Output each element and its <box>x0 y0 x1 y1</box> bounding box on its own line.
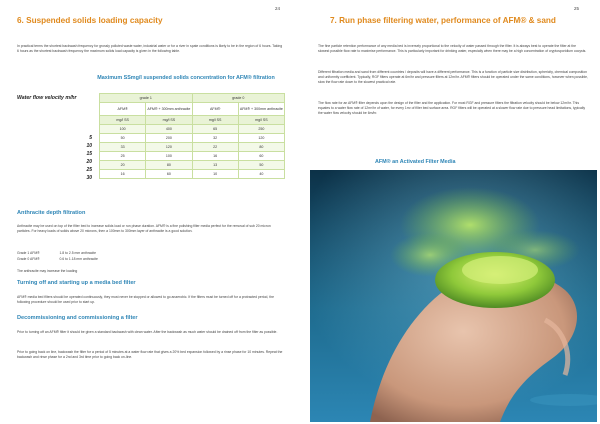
table-cell: 33 <box>100 143 146 152</box>
anthracite-grade-0: Grade 0 AFM® 0.6 to 1.18 mm anthracite <box>17 257 98 261</box>
table-cell: 20 <box>100 161 146 170</box>
table-cell: 60 <box>238 152 284 161</box>
table-cell: 40 <box>238 170 284 179</box>
table-cell: 16 <box>100 170 146 179</box>
table-row <box>100 143 285 152</box>
velocity-value: 5 <box>89 135 92 141</box>
table-cell: 13 <box>192 161 238 170</box>
page-number-right: 25 <box>574 6 580 11</box>
table-row <box>100 134 285 143</box>
page-number-left: 24 <box>275 6 281 11</box>
table-cell: 25 <box>100 152 146 161</box>
photo-caption: AFM® an Activated Filter Media <box>375 159 456 165</box>
table-cell: 80 <box>238 143 284 152</box>
table-cell: 65 <box>192 125 238 134</box>
table-unit-row <box>100 116 285 125</box>
table-group-row <box>100 94 285 103</box>
startup-text: AFM® media bed filters should be operated continuously, they must never be stopped or allowed to go anaerobic. If the filters must be turned off for a protracted period, the following procedure should be used prior to start up. <box>17 295 275 305</box>
table-cell: 22 <box>192 143 238 152</box>
table-cell: 80 <box>146 161 192 170</box>
velocity-value: 30 <box>86 175 92 181</box>
section-6-heading: 6. Suspended solids loading capacity <box>17 16 163 25</box>
table-row <box>100 161 285 170</box>
table-cell: 100 <box>146 152 192 161</box>
group-grade-0: grade 0 <box>192 94 285 103</box>
media-highlight <box>462 256 538 284</box>
table-cell: 120 <box>238 134 284 143</box>
decommission-heading: Decommissioning and commissioning a filter <box>17 315 138 321</box>
unit-cell: mg/l SS <box>192 116 238 125</box>
table-cell: 200 <box>146 134 192 143</box>
table-cell: 16 <box>192 152 238 161</box>
table-cell: 10 <box>192 170 238 179</box>
startup-heading: Turning off and starting up a media bed filter <box>17 280 136 286</box>
anthracite-grade-1: Grade 1 AFM® 1.8 to 2.5 mm anthracite <box>17 251 97 255</box>
unit-cell: mg/l SS <box>146 116 192 125</box>
unit-cell: mg/l SS <box>238 116 284 125</box>
unit-cell: mg/l SS <box>100 116 146 125</box>
anthracite-text: Anthracite may be used on top of the filter bed to increase solids load or run phase duration. AFM® is a fine polishing filter media perfect for the removal of sub 20 micron particles. For heavy loads of solids above 20 microns, then a 100mm to 300mm layer of anthracite is a good solution. <box>17 224 271 234</box>
table-cell: 32 <box>192 134 238 143</box>
section-7-paragraph-1: The fine particle retention performance of any media bed is inversely proportional to the velocity of water passed through the filter. It is always best to operate the filter at the slowest possible flow rate to maximise performance. This is particularly important for drinking water, especially when there may be a high concentration of cryptosporidium oocysts. <box>318 44 587 54</box>
table-header-row <box>100 103 285 116</box>
afm-media-hand-photo <box>310 170 597 422</box>
table-cell: 120 <box>146 143 192 152</box>
anthracite-note: The anthracite may increase the loading <box>17 269 78 273</box>
anthracite-heading: Anthracite depth filtration <box>17 210 86 216</box>
section-7-paragraph-2: Different filtration media and sand from different countries / deposits will have a different performance. This is a function of particle size distribution, sphericity, chemical composition and uniformity coefficient. Typically, RGF filters operate at 6m/hr and pressure filters at 12m/hr. AFM® filters should be operated under the same conditions, however when possible, slow the flow rate down to the slowest practical rate. <box>318 70 588 85</box>
column-header: AFM® + 300mm anthracite <box>238 103 284 116</box>
flow-velocity-values <box>80 134 92 182</box>
velocity-value: 20 <box>86 159 92 165</box>
table-cell: 50 <box>100 134 146 143</box>
table-cell: 60 <box>146 170 192 179</box>
section-7-heading: 7. Run phase filtering water, performance of AFM® & sand <box>330 16 556 25</box>
table-row <box>100 170 285 179</box>
column-header: AFM® <box>192 103 238 116</box>
velocity-value: 25 <box>86 167 92 173</box>
group-grade-1: grade 1 <box>100 94 193 103</box>
section-6-intro: In practical terms the shortest backwash frequency for grossly polluted waste water, industrial water or for a river in spate conditions is likely to be in the region of 6 hours. Taking 6 hours as the shortest backwash frequency the maximum solids load capacity is given in the following table. <box>17 44 283 54</box>
table-cell: 100 <box>100 125 146 134</box>
flow-velocity-label: Water flow velocity m/hr <box>17 95 77 101</box>
section-7-paragraph-3: The flow rate for an AFM® filter depends upon the design of the filter and the application. For most RGF and pressure filters the filtration velocity should be below 12m/hr. This equates to a water flow rate of 12m³/hr of water, for every 1m² of filter bed surface area. RGF filters will be operated at a slower flow rate due to pressure head limitations, typically the water flow velocity should be 6m/hr. <box>318 101 586 116</box>
table-cell: 250 <box>238 125 284 134</box>
column-header: AFM® <box>100 103 146 116</box>
decommission-text-2: Prior to going back on line, backwash the filter for a period of 5 minutes at a water flow rate that gives a 20% bed expansion followed by a rinse phase for 10 minutes. Repeat the backwash and rinse phase for a 2nd and 3rd time prior to going back on-line. <box>17 350 283 360</box>
decommission-text-1: Prior to turning off an AFM® filter it should be given a standard backwash with clean water. After the backwash as much water should be drained off from the filter as possible. <box>17 330 278 334</box>
velocity-value: 15 <box>86 151 92 157</box>
table-cell: 400 <box>146 125 192 134</box>
velocity-value: 10 <box>86 143 92 149</box>
table-cell: 50 <box>238 161 284 170</box>
table-row <box>100 125 285 134</box>
suspended-solids-table <box>99 93 285 179</box>
table-title: Maximum SSmg/l suspended solids concentration for AFM® filtration <box>97 75 275 81</box>
column-header: AFM® + 300mm anthracite <box>146 103 192 116</box>
table-row <box>100 152 285 161</box>
